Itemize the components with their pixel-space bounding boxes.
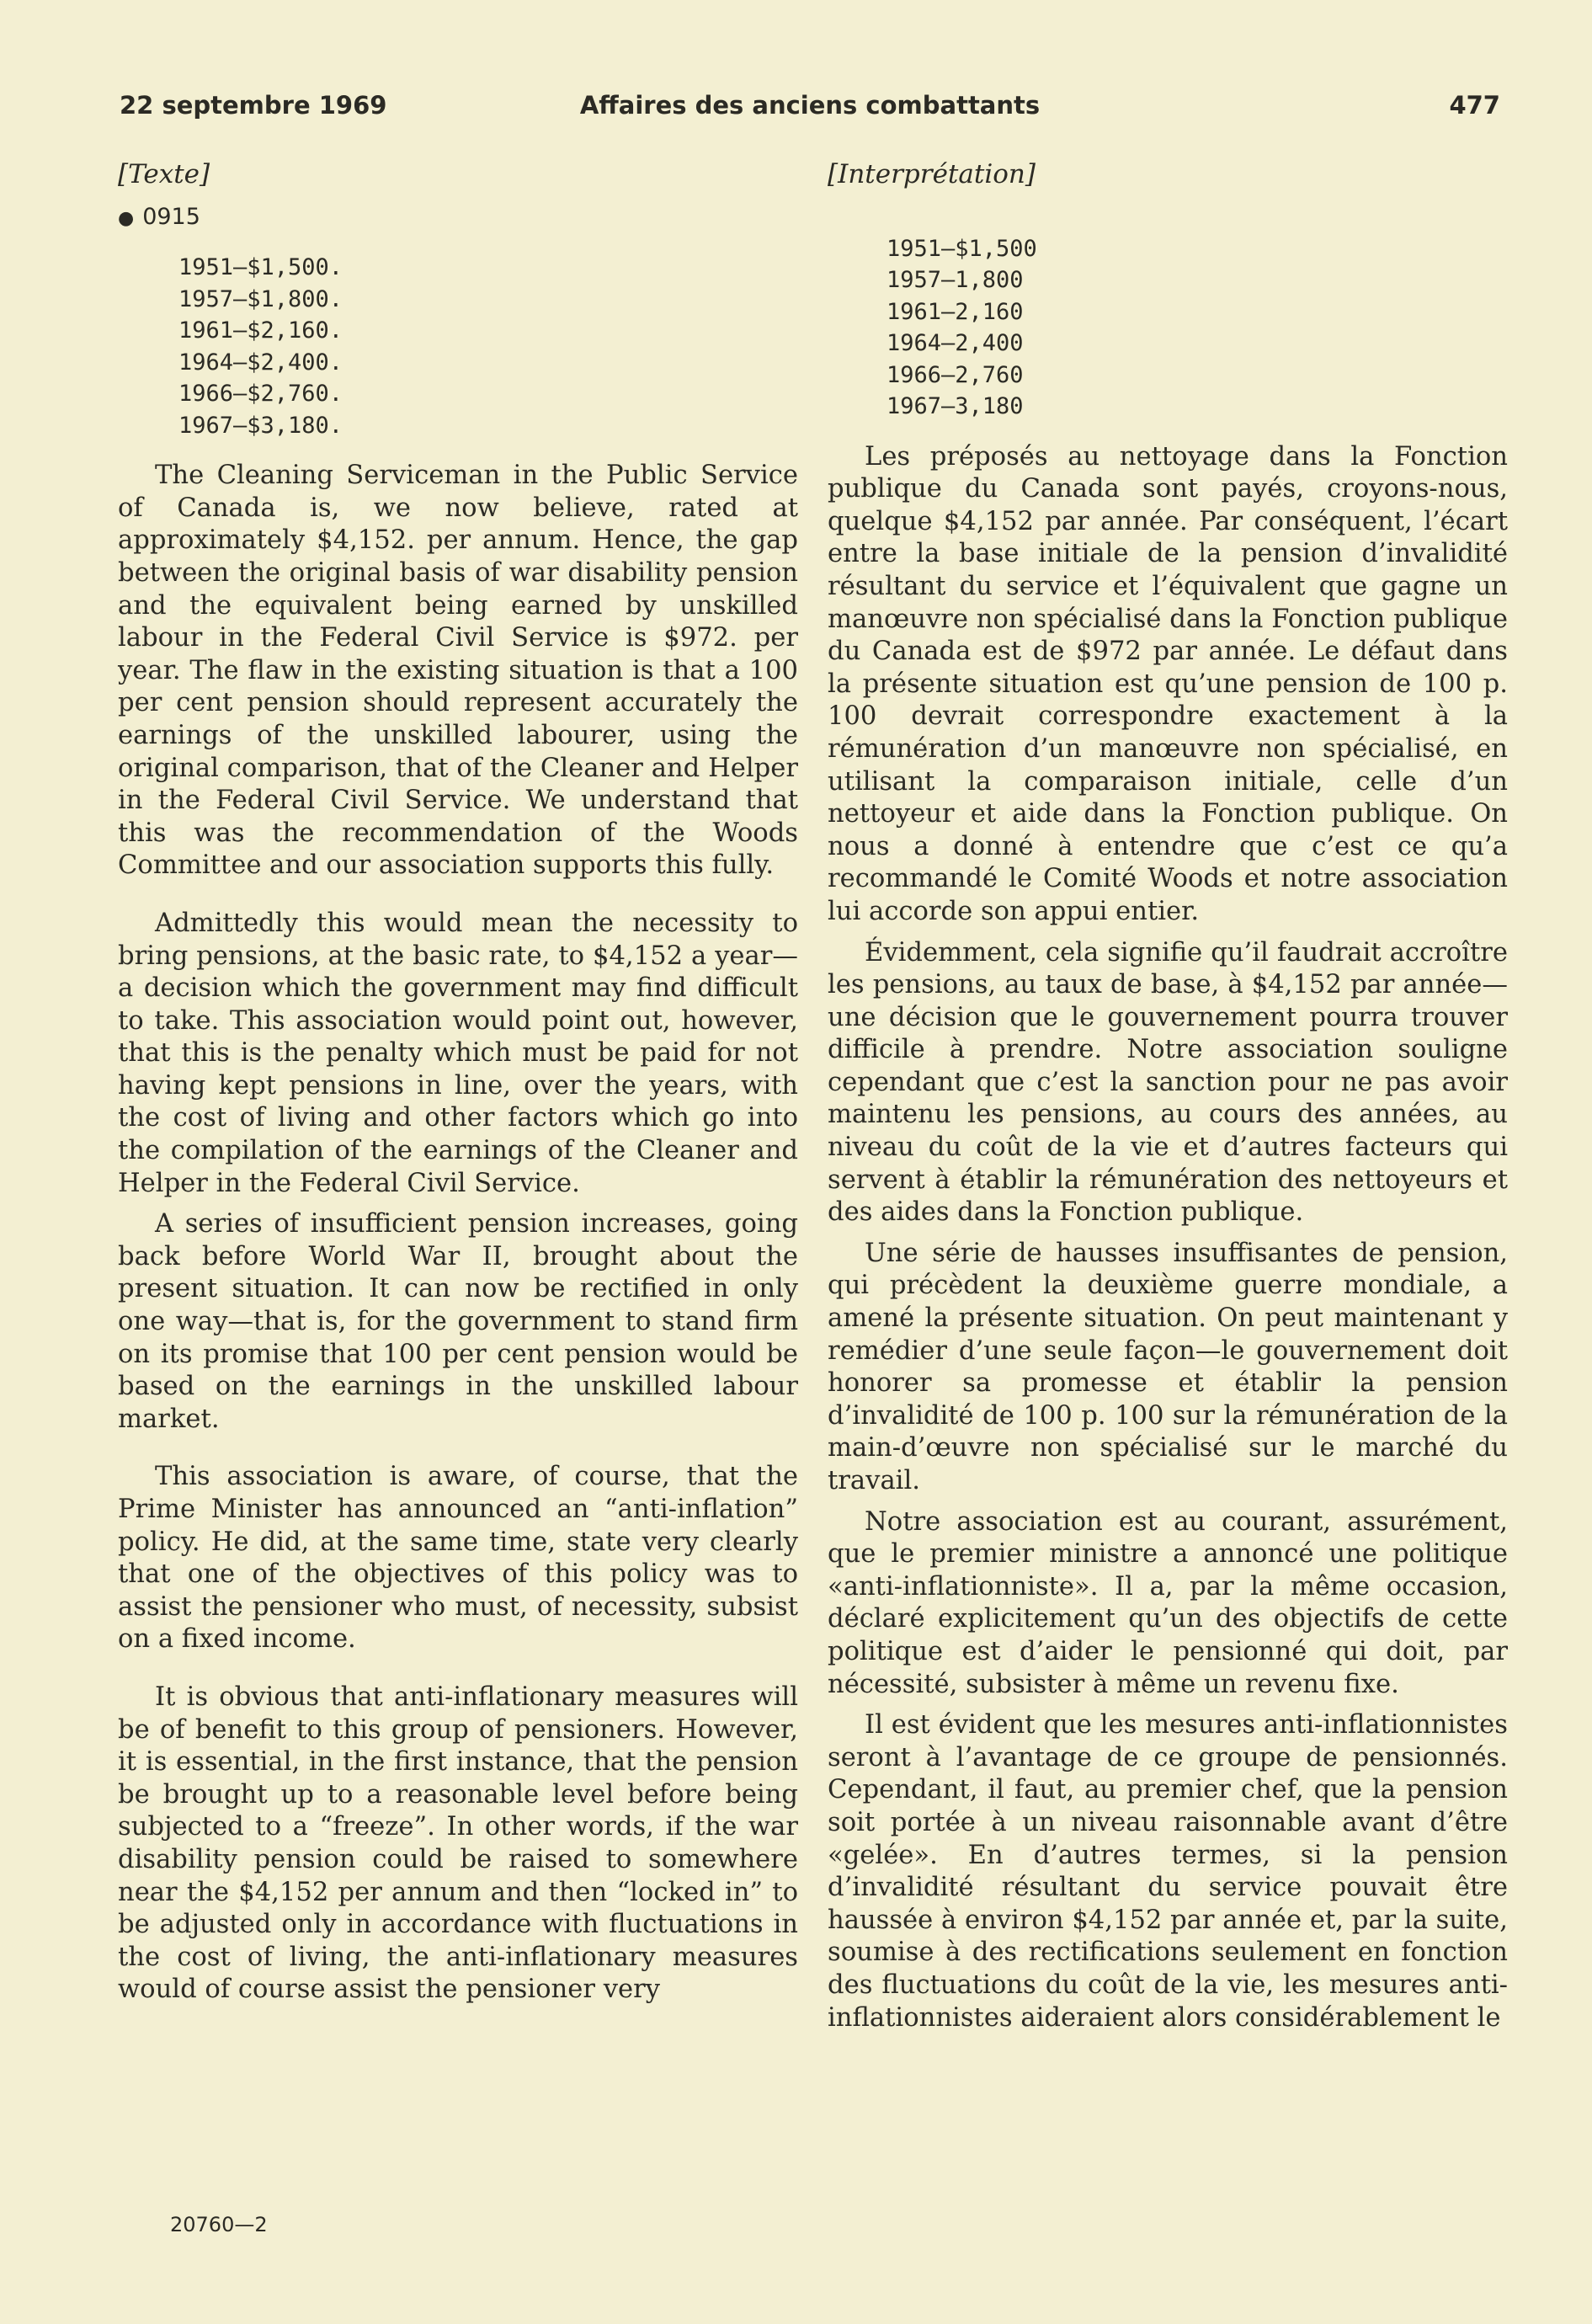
rate-item: 1964—2,400 [887, 330, 1024, 357]
rate-item: 1966—$2,760. [178, 381, 343, 408]
rate-item: 1957—$1,800. [178, 285, 343, 312]
header-date: 22 septembre 1969 [120, 91, 387, 120]
rate-item: 1961—2,160 [887, 298, 1024, 325]
rate-item: 1966—2,760 [887, 361, 1024, 388]
column-label-french: [Interprétation] [828, 159, 1036, 189]
paragraph: Évidemment, cela signifie qu’il faudrait accroître les pensions, au taux de base, à $4,152 par année—une décision que le gouvernement pourra trouver difficile à prendre. Notre association souligne cependant que c’est la sanction pour ne pas avoir maintenu les pensions, au cours des années, au niveau du coût de la vie et d’autres facteurs qui servent à établir la rémunération des nettoyeurs et des aides dans la Fonction publique. [828, 937, 1508, 1228]
rate-item: 1951—$1,500. [178, 254, 343, 281]
paragraph: The Cleaning Serviceman in the Public Service of Canada is, we now believe, rated at approximately $4,152. per annum. Hence, the gap between the original basis of war disability pension and the equivalent being earned by unskilled labour in the Federal Civil Service is $972. per year. The flaw in the existing situation is that a 100 per cent pension should represent accurately the earnings of the unskilled labourer, using the original comparison, that of the Cleaner and Helper in the Federal Civil Service. We understand that this was the recommendation of the Woods Committee and our association supports this fully. [118, 461, 798, 881]
french-column [828, 158, 1508, 2043]
rate-item: 1951—$1,500 [887, 235, 1037, 262]
bullet-icon: ● [118, 207, 135, 229]
rates-list-english [118, 252, 798, 441]
timestamp-value: 0915 [142, 203, 200, 230]
rate-item: 1967—$3,180. [178, 412, 343, 439]
paragraph: This association is aware, of course, that the Prime Minister has announced an “anti-inflation” policy. He did, at the same time, state very clearly that one of the objectives of this policy was to assist the pensioner who must, of necessity, subsist on a fixed income. [118, 1462, 798, 1655]
timestamp [118, 201, 798, 236]
paragraph: Les préposés au nettoyage dans la Fonction publique du Canada sont payés, croyons-nous, quelque $4,152 par année. Par conséquent, l’écart entre la base initiale de la pension d’invalidité résultant du service et l’équivalent que gagne un manœuvre non spécialisé dans la Fonction publique du Canada est de $972 par année. Le défaut dans la présente situation est qu’une pension de 100 p. 100 devrait correspondre exactement à la rémunération d’un manœuvre non spécialisé, en utilisant la comparaison initiale, celle d’un nettoyeur et aide dans la Fonction publique. On nous a donné à entendre que c’est ce qu’a recommandé le Comité Woods et notre association lui accorde son appui entier. [828, 441, 1508, 926]
rate-item: 1967—3,180 [887, 393, 1024, 420]
rate-item: 1964—$2,400. [178, 349, 343, 376]
header-title: Affaires des anciens combattants [579, 91, 1041, 120]
paragraph: It is obvious that anti-inflationary measures will be of benefit to this group of pensioners. However, it is essential, in the first instance, that the pension be brought up to a reasonable level before being subjected to a “freeze”. In other words, if the war disability pension could be raised to somewhere near the $4,152 per annum and then “locked in” to be adjusted only in accordance with fluctuations in the cost of living, the anti-inflationary measures would of course assist the pensioner very [118, 1682, 798, 2005]
paragraph: Admittedly this would mean the necessity to bring pensions, at the basic rate, to $4,152 a year—a decision which the government may find difficult to take. This association would point out, however, that this is the penalty which must be paid for not having kept pensions in line, over the years, with the cost of living and other factors which go into the compilation of the earnings of the Cleaner and Helper in the Federal Civil Service. [118, 908, 798, 1198]
paragraph: Notre association est au courant, assurément, que le premier ministre a annoncé une politique «anti-inflationniste». Il a, par la même occasion, déclaré explicitement qu’un des objectifs de cette politique est d’aider le pensionné qui doit, par nécessité, subsister à même un revenu fixe. [828, 1506, 1508, 1699]
spacer [828, 201, 1508, 233]
rates-list-french [828, 233, 1508, 423]
paragraph: A series of insufficient pension increases, going back before World War II, brought about the present situation. It can now be rectified in only one way—that is, for the government to stand firm on its promise that 100 per cent pension would be based on the earnings in the unskilled labour market. [118, 1209, 798, 1434]
rate-item: 1957—1,800 [887, 267, 1024, 294]
column-label-english: [Texte] [118, 159, 210, 189]
page-header [120, 91, 1500, 125]
paragraph: Il est évident que les mesures anti-inflationnistes seront à l’avantage de ce groupe de pensionnés. Cependant, il faut, au premier chef, que la pension soit portée à un niveau raisonnable avant d’être «gelée». En d’autres termes, si la pension d’invalidité résultant du service pouvait être haussée à environ $4,152 par année et, par la suite, soumise à des rectifications seulement en fonction des fluctuations du coût de la vie, les mesures anti-inflationnistes aideraient alors considérablement le [828, 1710, 1508, 2033]
paragraph: Une série de hausses insuffisantes de pension, qui précèdent la deuxième guerre mondiale, a amené la présente situation. On peut maintenant y remédier d’une seule façon—le gouvernement doit honorer sa promesse et établir la pension d’invalidité de 100 p. 100 sur la rémunération de la main-d’œuvre non spécialisé sur le marché du travail. [828, 1238, 1508, 1495]
page-number: 477 [1449, 91, 1500, 120]
english-column [118, 158, 798, 2015]
rate-item: 1961—$2,160. [178, 317, 343, 344]
footer-code: 20760—2 [170, 2213, 268, 2236]
